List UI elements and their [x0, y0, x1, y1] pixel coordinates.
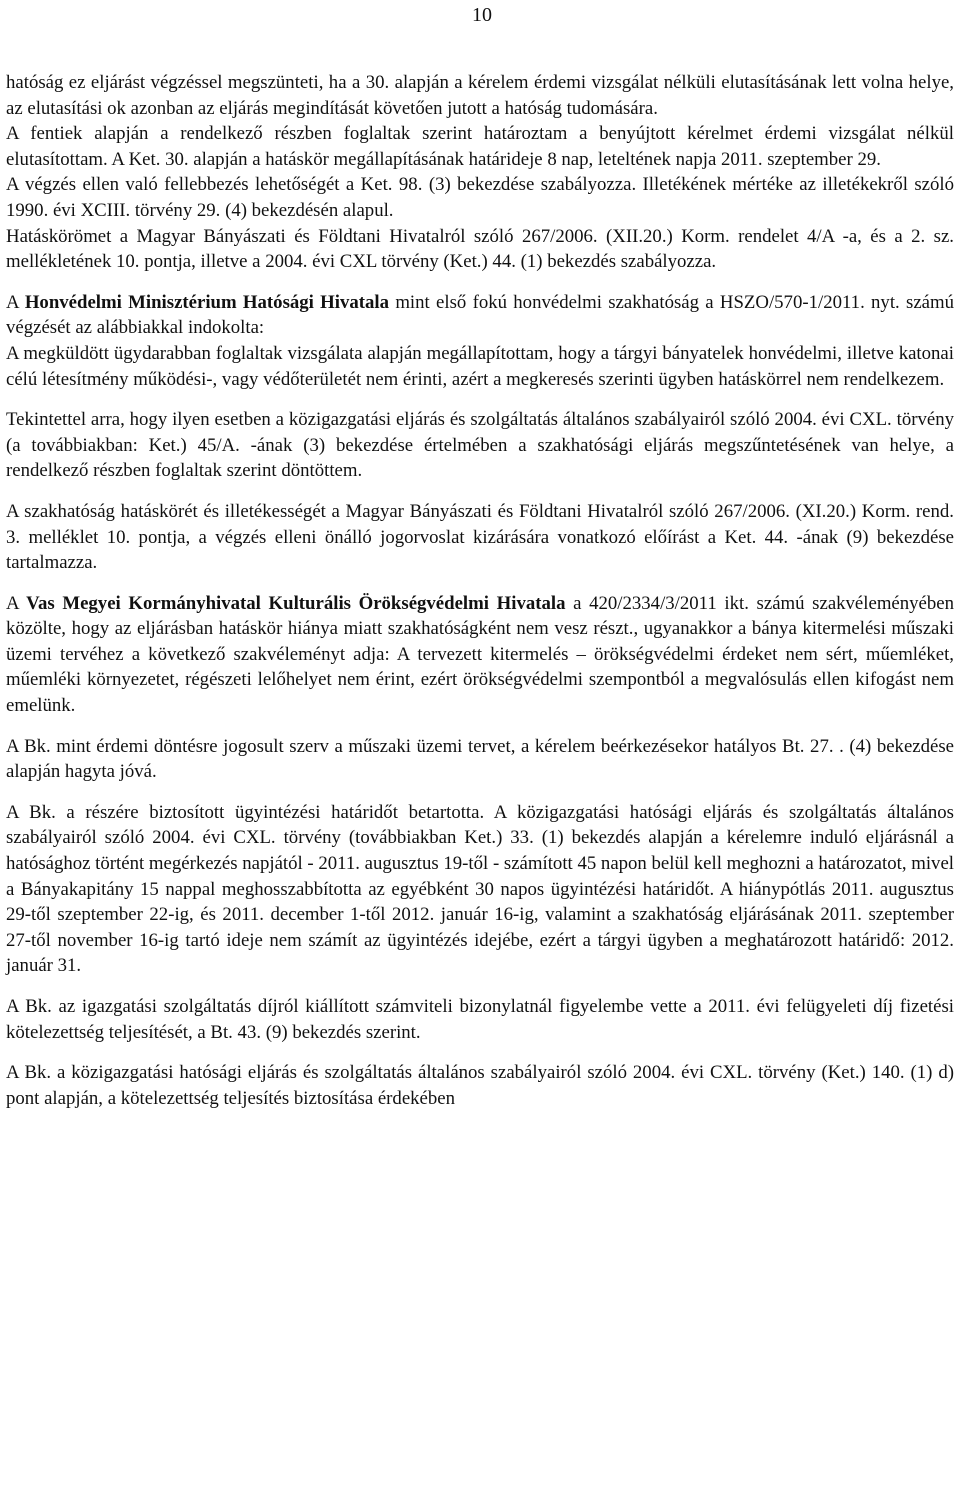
paragraph-text: A fentiek alapján a rendelkező részben foglaltak szerint határoztam a benyújtott kérelmet érdemi vizsgálat nélkül elutasítottam. A Ket. 30. alapján a hatáskör megállapításának határideje 8 nap, leteltének napja 2011. szeptember 29. — [6, 123, 954, 170]
paragraph — [6, 224, 954, 275]
paragraph — [6, 994, 954, 1045]
paragraph-text: A végzés ellen való fellebbezés lehetőségét a Ket. 98. (3) bekezdése szabályozza. Illetékének mértéke az illetékekről szóló 1990. évi XCIII. törvény 29. (4) bekezdésén alapul. — [6, 174, 954, 221]
paragraph — [6, 591, 954, 719]
paragraph — [6, 290, 954, 341]
bold-text: Honvédelmi Minisztérium Hatósági Hivatala — [24, 291, 390, 313]
page-number: 10 — [472, 4, 492, 26]
paragraph-text: A szakhatóság hatáskörét és illetékességét a Magyar Bányászati és Földtani Hivatalról szóló 267/2006. (XI.20.) Korm. rend. 3. melléklet 10. pontja, a végzés elleni önálló jogorvoslat kizárására vonatkozó előírást a Ket. 44. -ának (9) bekezdése tartalmazza. — [6, 500, 954, 574]
paragraph — [6, 70, 954, 121]
paragraph-text: A Bk. mint érdemi döntésre jogosult szerv a műszaki üzemi tervet, a kérelem beérkezésekor hatályos Bt. 27. . (4) bekezdése alapján hagyta jóvá. — [6, 735, 954, 783]
paragraph — [6, 407, 954, 484]
paragraph — [6, 121, 954, 172]
paragraph — [6, 800, 954, 979]
document-body — [6, 70, 954, 1111]
paragraph-text: Tekintettel arra, hogy ilyen esetben a közigazgatási eljárás és szolgáltatás általános szabályairól szóló 2004. évi CXL. törvény (a továbbiakban: Ket.) 45/A. -ának (3) bekezdése értelmében a szakhatósági eljárás megszűntetésének van helye, a rendelkező részben foglaltak szerint döntöttem. — [6, 409, 954, 482]
paragraph — [6, 499, 954, 576]
paragraph — [6, 734, 954, 785]
paragraph-text: A — [6, 592, 27, 614]
paragraph-text: A Bk. a részére biztosított ügyintézési határidőt betartotta. A közigazgatási hatósági eljárás és szolgáltatás általános szabályairól szóló 2004. évi CXL. törvény (továbbiakban Ket.) 33. (1) bekezdés alapján a kérelemre induló eljárásnál a hatósághoz történt megérkezés napjától - 2011. augusztus 19-től - számított 45 napon belül kell meghozni a határozatot, mivel a Bányakapitány 15 nappal meghosszabbította az egyébként 30 napos ügyintézési határidőt. A hiánypótlás 2011. augusztus 29-től szeptember 22-ig, és 2011. december 1-től 2012. január 16-ig, valamint a szakhatóság eljárásának 2011. szeptember 27-től november 16-ig tartó ideje nem számít az ügyintézés idejébe, ezért a tárgyi ügyben a meghatározott határidő: 2012. január 31. — [6, 801, 955, 977]
paragraph-text: mint első fokú honvédelmi szakhatóság a HSZO/570-1/2011. nyt. számú végzését az alábbiakkal indokolta: — [6, 291, 955, 339]
paragraph — [6, 341, 954, 392]
paragraph-text: A — [6, 291, 25, 313]
paragraph-text: A megküldött ügydarabban foglaltak vizsgálata alapján megállapítottam, hogy a tárgyi bányatelek honvédelmi, illetve katonai célú létesítmény működési-, vagy védőterületét nem érinti, azért a megkeresés szerinti ügyben hatáskörrel nem rendelkezem. — [6, 342, 954, 390]
paragraph-text: hatóság ez eljárást végzéssel megszünteti, ha a 30. alapján a kérelem érdemi vizsgálat nélküli elutasításának lett volna helye, az elutasítási ok azonban az eljárás megindítását követően jutott a hatóság tudomására. — [6, 72, 954, 119]
paragraph-text: A Bk. a közigazgatási hatósági eljárás és szolgáltatás általános szabályairól szóló 2004. évi CXL. törvény (Ket.) 140. (1) d) pont alapján, a kötelezettség teljesítés biztosítása érdekében — [6, 1062, 954, 1109]
paragraph-text: Hatáskörömet a Magyar Bányászati és Földtani Hivatalról szóló 267/2006. (XII.20.) Korm. rendelet 4/A -a, és a 2. sz. mellékletének 10. pontja, illetve a 2004. évi CXL törvény (Ket.) 44. (1) bekezdés szabályozza. — [6, 225, 954, 273]
bold-text: Vas Megyei Kormányhivatal Kulturális Örökségvédelmi Hivatala — [26, 592, 566, 614]
paragraph-text: A Bk. az igazgatási szolgáltatás díjról kiállított számviteli bizonylatnál figyelembe vette a 2011. évi felügyeleti díj fizetési kötelezettség teljesítését, a Bt. 43. (9) bekezdés szerint. — [6, 996, 954, 1043]
paragraph — [6, 1060, 954, 1111]
paragraph-text: a 420/2334/3/2011 ikt. számú szakvéleményében közölte, hogy az eljárásban hatáskör hiánya miatt szakhatóságként nem vesz részt., ugyanakkor a bánya kitermelési műszaki üzemi tervéhez a következő szakvéleményt adja: A tervezett kitermelés – örökségvédelmi érdeket nem sért, műemléket, műemléki környezetet, régészeti lelőhelyet nem érint, ezért örökségvédelmi szempontból a megvalósulás ellen kifogást nem emelünk. — [6, 592, 955, 717]
paragraph — [6, 172, 954, 223]
